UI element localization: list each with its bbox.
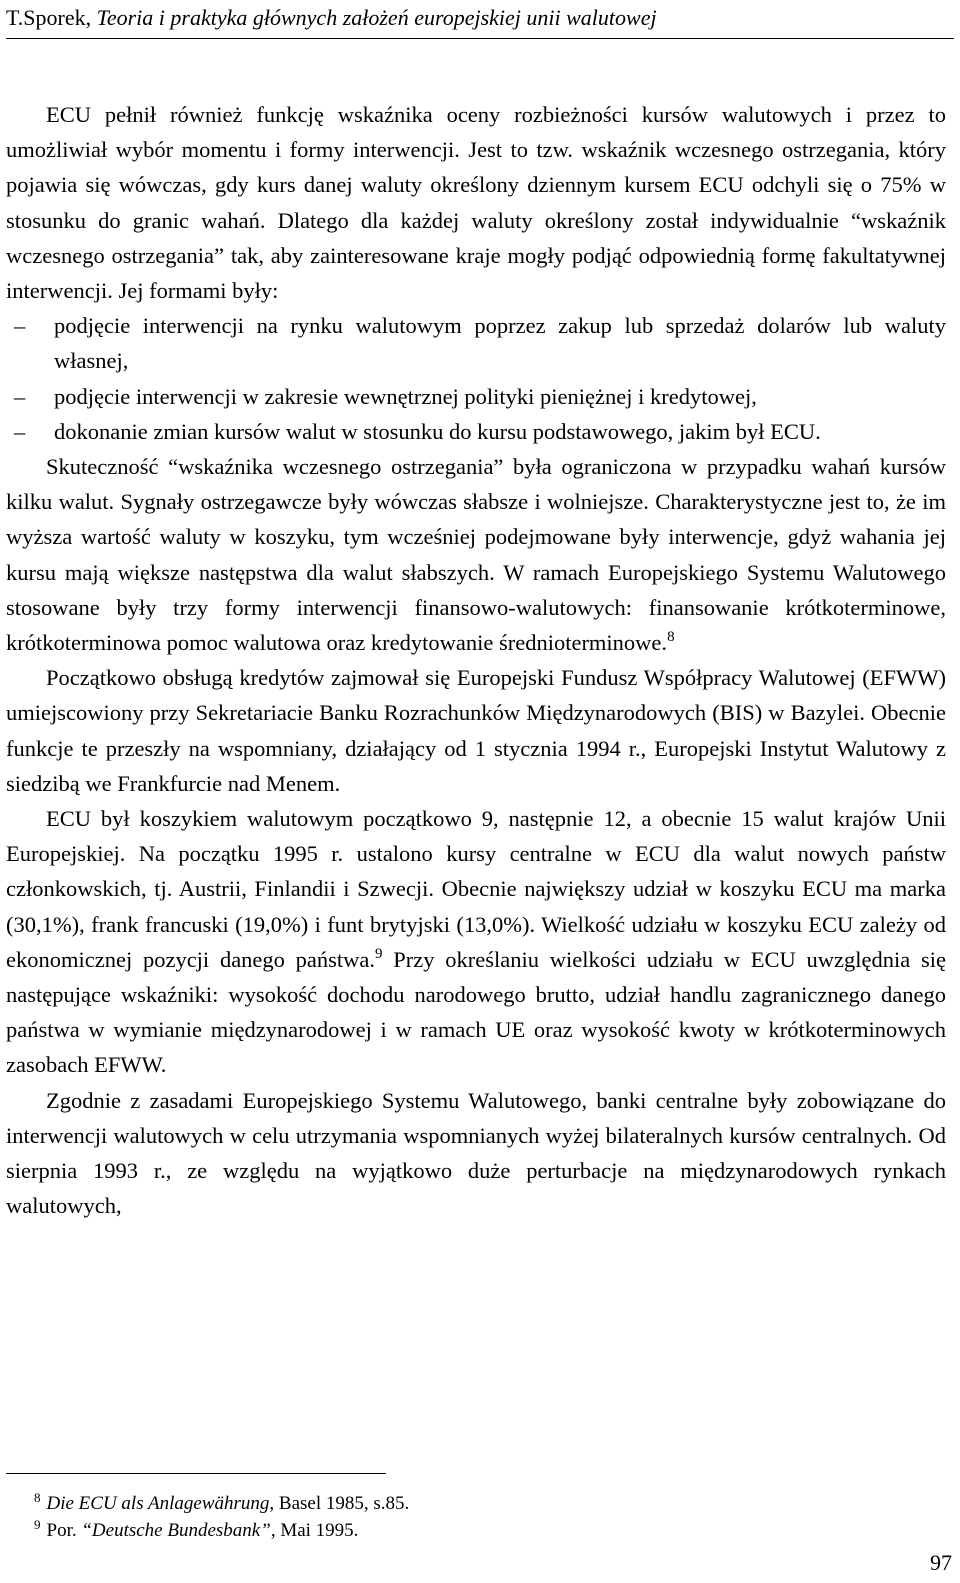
paragraph-4 <box>6 801 946 1083</box>
footnote-8 <box>34 1490 409 1517</box>
paragraph-3: Początkowo obsługą kredytów zajmował się Europejski Fundusz Współpracy Walutowej (EFWW) umiejscowiony przy Sekretariacie Banku Rozrachunków Międzynarodowych (BIS) w Bazylei. Obecnie funkcje te przeszły na wspomniany, działający od 1 stycznia 1994 r., Europejski Instytut Walutowy z siedzibą we Frankfurcie nad Menem. <box>6 665 946 796</box>
paragraph-2-text: Skuteczność “wskaźnika wczesnego ostrzegania” była ograniczona w przypadku wahań kursów kilku walut. Sygnały ostrzegawcze były wówczas słabsze i wolniejsze. Charakterystyczne jest to, że im wyższa wartość waluty w koszyku, tym wcześniej podejmowane były interwencje, gdyż wahania jej kursu mają większe następstwa dla walut słabszych. W ramach Europejskiego Systemu Walutowego stosowane były trzy formy interwencji finansowo-walutowych: finansowanie krótkoterminowe, krótkoterminowa pomoc walutowa oraz kredytowanie średnioterminowe. <box>6 454 946 656</box>
running-header <box>6 5 657 31</box>
paragraph-1: ECU pełnił również funkcję wskaźnika oceny rozbieżności kursów walutowych i przez to umożliwiał wybór momentu i formy interwencji. Jest to tzw. wskaźnik wczesnego ostrzegania, który pojawia się wówczas, gdy kurs danej waluty określony dziennym kursem ECU odchyli się o 75% w stosunku do granic wahań. Dlatego dla każdej waluty określony został indywidualnie “wskaźnik wczesnego ostrzegania” tak, aby zainteresowane kraje mogły podjąć odpowiednią formę fakultatywnej interwencji. Jej formami były: <box>6 102 946 304</box>
footnote-ref-8[interactable]: 8 <box>667 629 675 646</box>
footnote-source-details: , Mai 1995. <box>270 1520 359 1541</box>
footnote-9 <box>34 1517 409 1544</box>
footnote-source-details: , Basel 1985, s.85. <box>269 1493 410 1514</box>
footnote-rule <box>6 1473 386 1474</box>
footnote-lead: Por. <box>46 1520 82 1541</box>
paragraph-4-text-a: ECU był koszykiem walutowym początkowo 9, następnie 12, a obecnie 15 walut krajów Unii Europejskiej. Na początku 1995 r. ustalono kursy centralne w ECU dla walut nowych państw członkowskich, tj. Austrii, Finlandii i Szwecji. Obecnie największy udział w koszyku ECU ma marka (30,1%), frank francuski (19,0%) i funt brytyjski (13,0%). Wielkość udziału w koszyku ECU zależy od ekonomicznej pozycji danego państwa. <box>6 806 946 972</box>
page-number: 97 <box>930 1550 952 1575</box>
paragraph-4-text-b: Przy określaniu wielkości udziału w ECU uwzględnia się następujące wskaźniki: wysokość dochodu narodowego brutto, udział handlu zagranicznego danego państwa w wymianie międzynarodowej i w ramach UE oraz wysokość kwoty w krótkoterminowych zasobach EFWW. <box>6 946 946 1078</box>
list-item: – dokonanie zmian kursów walut w stosunku do kursu podstawowego, jakim był ECU. <box>54 414 946 449</box>
list-item: – podjęcie interwencji w zakresie wewnętrznej polityki pieniężnej i kredytowej, <box>54 379 946 414</box>
paragraph-2 <box>6 449 946 660</box>
footnotes <box>34 1490 409 1544</box>
paragraph-5: Zgodnie z zasadami Europejskiego Systemu Walutowego, banki centralne były zobowiązane do interwencji walutowych w celu utrzymania wspomnianych wyżej bilateralnych kursów centralnych. Od sierpnia 1993 r., ze względu na wyjątkowo duże perturbacje na międzynarodowych rynkach walutowych, <box>6 1087 946 1219</box>
footnote-mark: 8 <box>34 1490 41 1505</box>
footnote-source-title: Die ECU als Anlagewährung <box>46 1493 270 1514</box>
header-author: T.Sporek, <box>6 5 97 30</box>
list-item: – podjęcie interwencji na rynku walutowym poprzez zakup lub sprzedaż dolarów lub waluty własnej, <box>54 308 946 378</box>
footnote-source-title: “Deutsche Bundesbank” <box>81 1520 271 1541</box>
header-rule <box>6 38 954 39</box>
footnote-mark: 9 <box>34 1517 41 1532</box>
body-text <box>6 97 946 1224</box>
intervention-forms-list <box>6 308 946 449</box>
header-title: Teoria i praktyka głównych założeń europejskiej unii walutowej <box>96 5 657 30</box>
footnote-ref-9[interactable]: 9 <box>375 945 383 962</box>
